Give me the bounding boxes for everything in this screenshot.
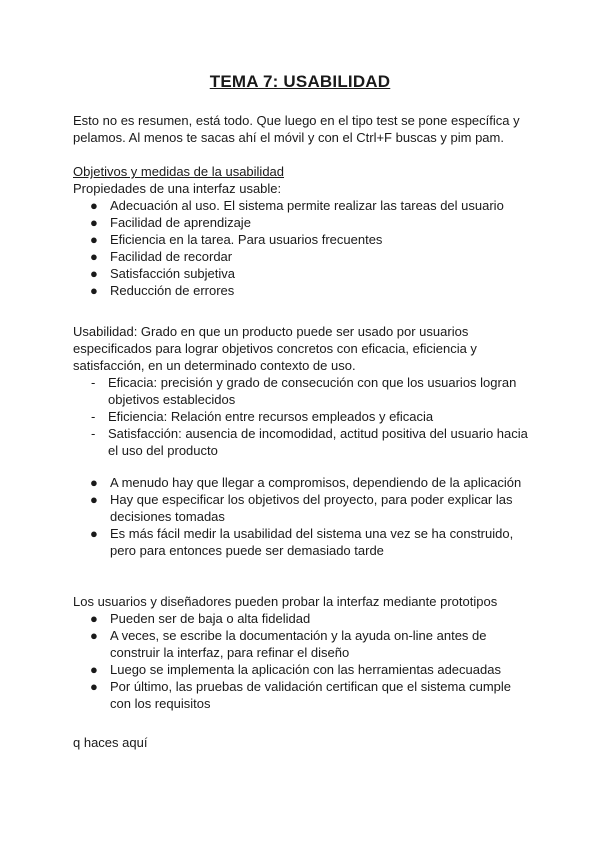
dash-icon: - bbox=[91, 426, 96, 441]
list-item: ● Facilidad de aprendizaje bbox=[90, 215, 251, 230]
list-item: - Eficiencia: Relación entre recursos empleados y eficacia bbox=[91, 409, 434, 424]
bullet-icon: ● bbox=[90, 679, 98, 694]
bullet-icon: ● bbox=[90, 249, 98, 264]
intro-paragraph: Esto no es resumen, está todo. Que luego en el tipo test se pone específica y pelamos. Al menos te sacas ahí el móvil y con el Ctrl+F buscas y pim pam. bbox=[73, 113, 520, 145]
list-item: ● A veces, se escribe la documentación y la ayuda on-line antes de construir la interfaz, para refinar el diseño bbox=[90, 628, 487, 660]
prototypes-intro: Los usuarios y diseñadores pueden probar la interfaz mediante prototipos bbox=[73, 594, 498, 609]
prototypes-block bbox=[73, 593, 533, 712]
list-item: ● Adecuación al uso. El sistema permite realizar las tareas del usuario bbox=[90, 198, 504, 213]
bullet-icon: ● bbox=[90, 611, 98, 626]
bullet-icon: ● bbox=[90, 662, 98, 677]
list-item: ● Hay que especificar los objetivos del proyecto, para poder explicar las decisiones tomadas bbox=[90, 492, 513, 524]
properties-block bbox=[73, 163, 533, 299]
list-item: ● Es más fácil medir la usabilidad del sistema una vez se ha construido, pero para entonces puede ser demasiado tarde bbox=[90, 526, 514, 558]
definitions-list bbox=[73, 374, 533, 459]
bullet-icon: ● bbox=[90, 628, 98, 643]
list-item: ● Pueden ser de baja o alta fidelidad bbox=[90, 611, 311, 626]
list-item: ● Luego se implementa la aplicación con las herramientas adecuadas bbox=[90, 662, 501, 677]
list-item: ● Eficiencia en la tarea. Para usuarios frecuentes bbox=[90, 232, 383, 247]
usability-definition: Usabilidad: Grado en que un producto puede ser usado por usuarios especificados para lograr objetivos concretos con eficacia, eficiencia y satisfacción, en un determinado contexto de uso. bbox=[73, 324, 477, 373]
list-item: ● A menudo hay que llegar a compromisos, dependiendo de la aplicación bbox=[90, 475, 522, 490]
notes-list bbox=[73, 474, 533, 559]
closing-block bbox=[73, 734, 533, 751]
bullet-icon: ● bbox=[90, 232, 98, 247]
list-item: ● Facilidad de recordar bbox=[90, 249, 233, 264]
properties-intro: Propiedades de una interfaz usable: bbox=[73, 181, 282, 196]
bullet-icon: ● bbox=[90, 266, 98, 281]
bullet-icon: ● bbox=[90, 198, 98, 213]
properties-list bbox=[73, 197, 533, 299]
dash-icon: - bbox=[91, 409, 96, 424]
list-item: - Satisfacción: ausencia de incomodidad, actitud positiva del usuario hacia el uso del producto bbox=[91, 426, 528, 458]
list-item: - Eficacia: precisión y grado de consecución con que los usuarios logran objetivos establecidos bbox=[91, 375, 517, 407]
bullet-icon: ● bbox=[90, 283, 98, 298]
intro-block bbox=[73, 112, 533, 146]
bullet-icon: ● bbox=[90, 526, 98, 541]
bullet-icon: ● bbox=[90, 215, 98, 230]
closing-line: q haces aquí bbox=[73, 735, 148, 750]
bullet-icon: ● bbox=[90, 475, 98, 490]
list-item: ● Satisfacción subjetiva bbox=[90, 266, 236, 281]
bullet-icon: ● bbox=[90, 492, 98, 507]
page-title: TEMA 7: USABILIDAD bbox=[209, 72, 391, 91]
notes-block bbox=[73, 474, 533, 559]
dash-icon: - bbox=[91, 375, 96, 390]
usability-block bbox=[73, 323, 533, 459]
list-item: ● Por último, las pruebas de validación certifican que el sistema cumple con los requisitos bbox=[90, 679, 512, 711]
list-item: ● Reducción de errores bbox=[90, 283, 235, 298]
prototypes-list bbox=[73, 610, 533, 712]
section-heading: Objetivos y medidas de la usabilidad bbox=[73, 164, 285, 179]
